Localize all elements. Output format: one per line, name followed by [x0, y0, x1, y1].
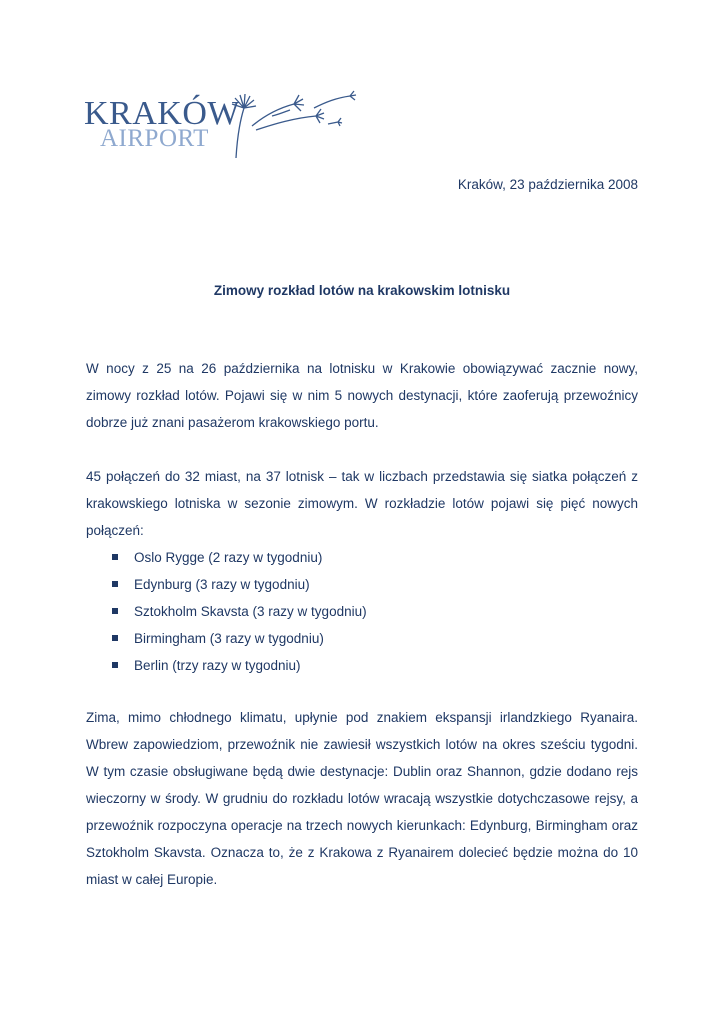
logo-line2: AIRPORT: [100, 125, 209, 152]
paragraph-statistics: 45 połączeń do 32 miast, na 37 lotnisk – tak w liczbach przedstawia się siatka połączeń z krakowskiego lotniska w sezonie zimowym. W rozkładzie lotów pojawi się pięć nowych połączeń:: [86, 469, 638, 538]
square-bullet-icon: [112, 662, 118, 668]
square-bullet-icon: [112, 608, 118, 614]
krakow-airport-logo: [84, 86, 364, 166]
logo-line1: KRAKÓW: [84, 95, 240, 132]
list-item: [112, 652, 367, 679]
square-bullet-icon: [112, 554, 118, 560]
logo-graphic: [84, 86, 364, 166]
paragraph-intro: W nocy z 25 na 26 października na lotnisku w Krakowie obowiązywać zacznie nowy, zimowy rozkład lotów. Pojawi się w nim 5 nowych destynacji, które zaoferują przewoźnicy dobrze już znani pasażerom krakowskiego portu.: [86, 361, 638, 430]
square-bullet-icon: [112, 581, 118, 587]
list-item: [112, 571, 367, 598]
list-item-text: Berlin (trzy razy w tygodniu): [134, 658, 301, 673]
square-bullet-icon: [112, 635, 118, 641]
list-item: [112, 625, 367, 652]
list-item: [112, 598, 367, 625]
document-title: Zimowy rozkład lotów na krakowskim lotnisku: [213, 283, 511, 298]
list-item: [112, 544, 367, 571]
paragraph-ryanair: Zima, mimo chłodnego klimatu, upłynie pod znakiem ekspansji irlandzkiego Ryanaira. Wbrew zapowiedziom, przewoźnik nie zawiesił wszystkich lotów na okres sześciu tygodni. W tym czasie obsługiwane będą dwie destynacje: Dublin oraz Shannon, gdzie dodano rejs wieczorny w środy. W grudniu do rozkładu lotów wracają wszystkie dotychczasowe rejsy, a przewoźnik rozpoczyna operacje na trzech nowych kierunkach: Edynburg, Birmingham oraz Sztokholm Skavsta. Oznacza to, że z Krakowa z Ryanairem dolecieć będzie można do 10 miast w całej Europie.: [86, 710, 638, 887]
list-item-text: Sztokholm Skavsta (3 razy w tygodniu): [134, 604, 367, 619]
list-item-text: Edynburg (3 razy w tygodniu): [134, 577, 310, 592]
list-item-text: Oslo Rygge (2 razy w tygodniu): [134, 550, 323, 565]
list-item-text: Birmingham (3 razy w tygodniu): [134, 631, 324, 646]
dandelion-seeds-icon: [232, 91, 356, 158]
date-line: Kraków, 23 października 2008: [457, 177, 638, 192]
new-destinations-list: [112, 544, 367, 679]
